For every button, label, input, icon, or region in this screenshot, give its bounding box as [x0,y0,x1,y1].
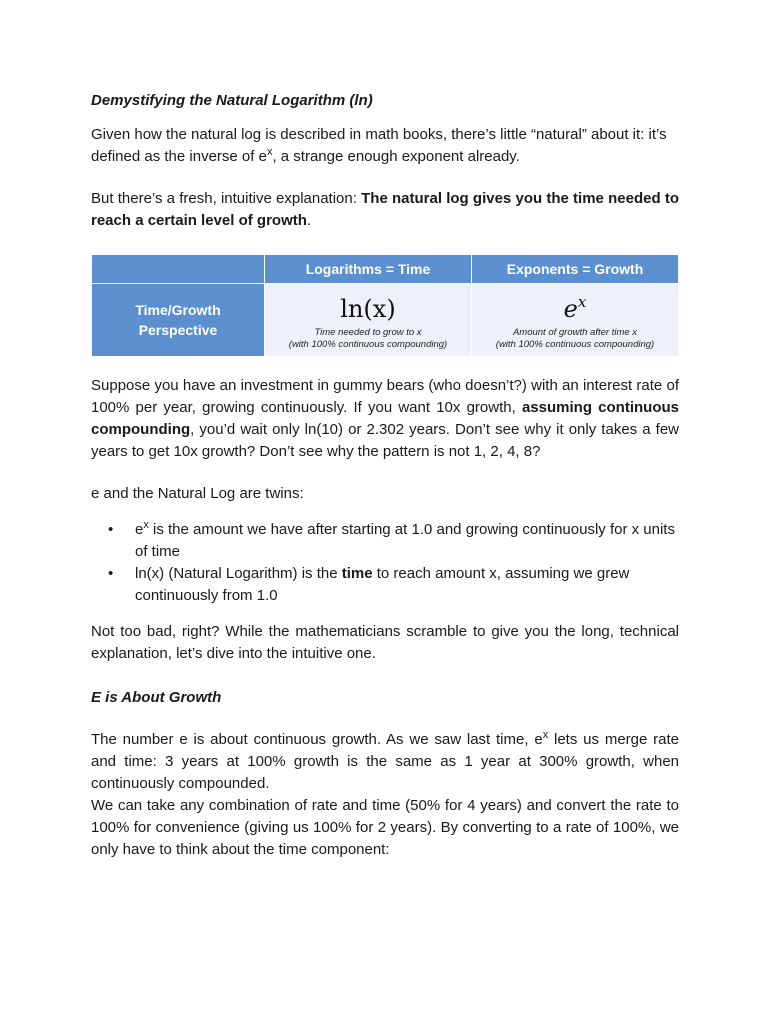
bullet1-sup: x [143,519,149,531]
exp-caption-2: (with 100% continuous compounding) [495,339,655,350]
growth-paragraph [91,729,679,795]
gummy-text-a: Suppose you have an investment in gummy bears (who doesn’t?) with an interest rate of 100% per year, growing continuously. If you want 10x growth, [91,377,679,416]
explanation-text-b: . [306,212,312,229]
bullet1-text-b: is the amount we have after starting at 1.0 and growing continuously for x units of time [135,521,675,560]
explanation-bold: The natural log gives you the time needed to reach a certain level of growth [91,190,679,229]
gummy-bears-paragraph [91,375,679,463]
row-header-line2: Perspective [138,322,218,338]
intro-text-b: , a strange enough exponent already. [272,148,520,165]
twins-list [91,519,679,607]
ln-caption-2: (with 100% continuous compounding) [288,339,448,350]
cell-ln [265,284,472,357]
intro-sup: x [266,146,273,158]
row-header-perspective [92,284,265,357]
header-logarithms: Logarithms = Time [265,255,472,284]
list-item [108,563,679,607]
document-title: Demystifying the Natural Logarithm (ln) [91,92,373,109]
intro-paragraph [91,124,679,168]
header-exponents: Exponents = Growth [472,255,679,284]
twins-paragraph: e and the Natural Log are twins: [91,485,304,502]
explanation-paragraph [91,188,679,232]
intro-text-a: Given how the natural log is described in math books, there’s little “natural” about it: it’s defined as the inverse of e [91,126,667,165]
exp-sup: x [577,293,587,311]
rate-time-paragraph: We can take any combination of rate and time (50% for 4 years) and convert the rate to 100% for convenience (giving us 100% for 2 years). By converting to a rate of 100%, we only have to think about the time component: [91,797,679,858]
bullet1-text-a: e [135,521,144,538]
bullet-icon: • [108,521,114,538]
exp-base: e [563,295,578,323]
document-page [91,90,679,861]
gummy-bold: assuming continuous compounding [91,399,679,438]
bullet2-text-b: to reach amount x, assuming we grew continuously from 1.0 [135,565,630,604]
gummy-text-b: , you’d wait only ln(10) or 2.302 years. Don’t see why it only takes a few years to get 10x growth? Don’t see why the pattern is not 1, 2, 4, 8? [91,421,679,460]
bullet2-bold: time [341,565,373,582]
cell-exp [472,284,679,357]
ln-caption-1: Time needed to grow to x [314,327,422,338]
ln-formula: ln(x) [340,295,396,323]
explanation-text-a: But there’s a fresh, intuitive explanation: [91,190,362,207]
table-corner [92,255,265,284]
row-header-line1: Time/Growth [135,302,221,318]
section-heading: E is About Growth [91,689,222,706]
not-too-bad-paragraph: Not too bad, right? While the mathematicians scramble to give you the long, technical explanation, let’s dive into the intuitive one. [91,623,679,662]
growth-text-a: The number e is about continuous growth. As we saw last time, e [91,731,543,748]
exp-formula [472,294,678,324]
exp-caption-1: Amount of growth after time x [512,327,638,338]
time-growth-table [91,254,679,357]
bullet2-text-a: ln(x) (Natural Logarithm) is the [135,565,342,582]
list-item [108,519,679,563]
growth-sup: x [542,729,549,741]
bullet-icon: • [108,565,114,582]
growth-text-b: lets us merge rate and time: 3 years at 100% growth is the same as 1 year at 300% growth, when continuously compounded. [91,731,680,792]
